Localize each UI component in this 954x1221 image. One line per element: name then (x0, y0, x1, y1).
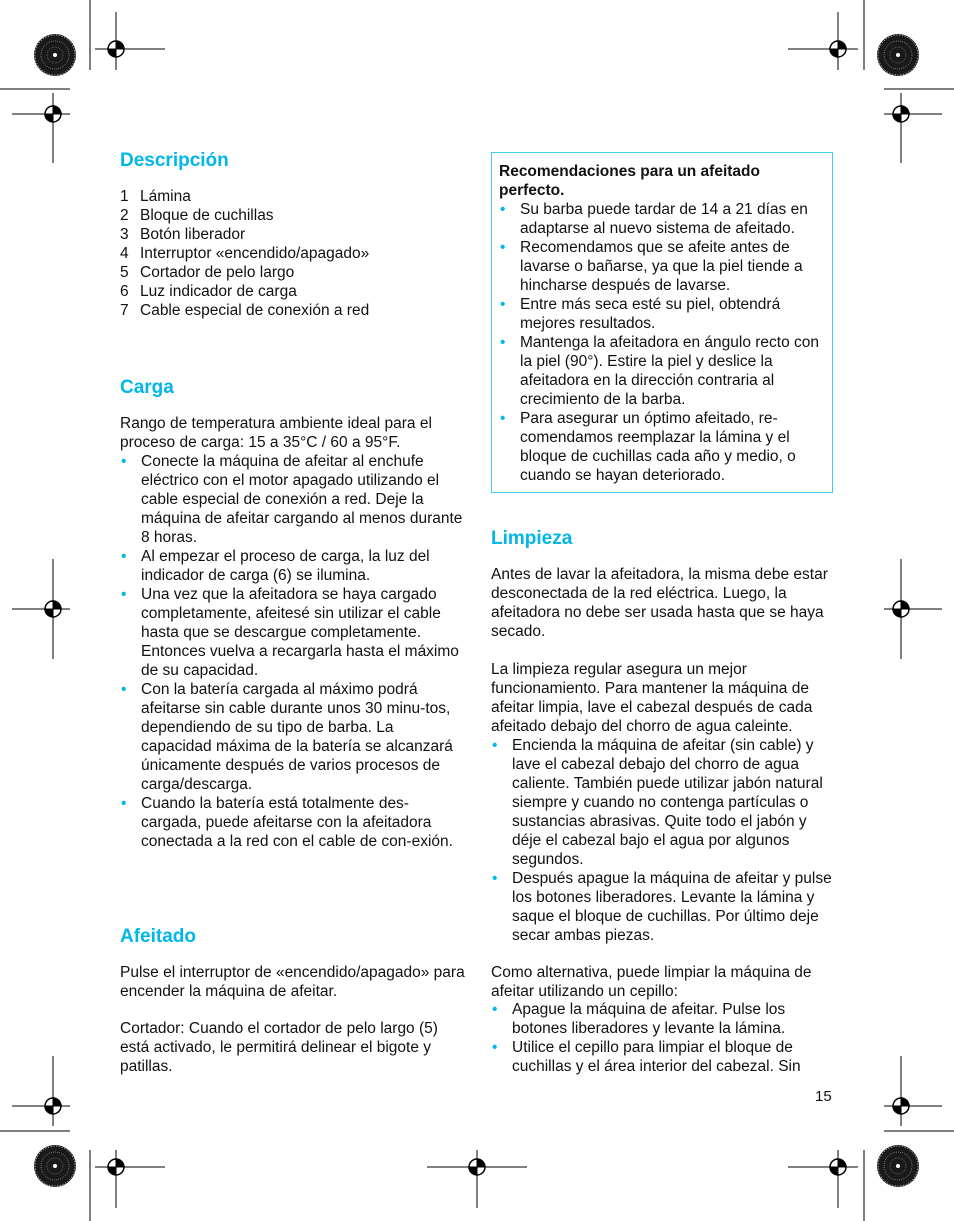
carga-heading: Carga (120, 377, 174, 398)
list-item: 3 Botón liberador (120, 226, 246, 243)
list-item: 2 Bloque de cuchillas (120, 207, 274, 224)
page-number: 15 (815, 1088, 832, 1105)
list-item: • Su barba puede tardar de 14 a 21 días en adaptarse al nuevo sistema de afeitado. (499, 200, 827, 238)
list-item: • Utilice el cepillo para limpiar el bloque de cuchillas y el área interior del cabezal. Sin (491, 1038, 836, 1076)
list-item: 6 Luz indicador de carga (120, 283, 297, 300)
list-item: • Una vez que la afeitadora se haya cargado completamente, afeitesé sin utilizar el cable hasta que se descargue completamente. Entonces vuelva a recargarla hasta el máximo de su capacidad. (120, 585, 465, 680)
recommendations-heading: Recomendaciones para un afeitado perfecto. (499, 163, 760, 199)
list-item: 1 Lámina (120, 188, 191, 205)
limpieza-para1: Antes de lavar la afeitadora, la misma debe estar desconectada de la red eléctrica. Luego, la afeitadora no debe ser usada hasta que se haya secado. (491, 566, 828, 640)
limpieza-heading: Limpieza (491, 528, 573, 549)
descripcion-heading: Descripción (120, 150, 229, 171)
list-item: • Apague la máquina de afeitar. Pulse los botones liberadores y levante la lámina. (491, 1000, 836, 1038)
list-item: • Al empezar el proceso de carga, la luz del indicador de carga (6) se ilumina. (120, 547, 465, 585)
list-item: • Recomendamos que se afeite antes de lavarse o bañarse, ya que la piel tiende a hincharse después de lavarse. (499, 238, 827, 295)
list-item: • Después apague la máquina de afeitar y pulse los botones liberadores. Levante la lámina y saque el bloque de cuchillas. Por último deje secar ambas piezas. (491, 869, 836, 945)
afeitado-para2: Cortador: Cuando el cortador de pelo largo (5) está activado, le permitirá delinear el bigote y patillas. (120, 1020, 438, 1075)
list-item: • Para asegurar un óptimo afeitado, re-comendamos reemplazar la lámina y el bloque de cuchillas cada año y medio, o cuando se hayan deteriorado. (499, 409, 827, 485)
afeitado-para1: Pulse el interruptor de «encendido/apagado» para encender la máquina de afeitar. (120, 964, 465, 1000)
limpieza-para2: La limpieza regular asegura un mejor funcionamiento. Para mantener la máquina de afeitar limpia, lave el cabezal después de cada afeitado debajo del chorro de agua caleinte. (491, 661, 813, 735)
list-item: 5 Cortador de pelo largo (120, 264, 295, 281)
list-item: • Entre más seca esté su piel, obtendrá mejores resultados. (499, 295, 827, 333)
list-item: • Mantenga la afeitadora en ángulo recto con la piel (90°). Estire la piel y deslice la afeitadora en la dirección contraria al crecimiento de la barba. (499, 333, 827, 409)
limpieza-para3: Como alternativa, puede limpiar la máquina de afeitar utilizando un cepillo: (491, 964, 812, 1000)
afeitado-heading: Afeitado (120, 926, 196, 947)
list-item: • Conecte la máquina de afeitar al enchufe eléctrico con el motor apagado utilizando el cable especial de conexión a red. Deje la máquina de afeitar cargando al menos durante 8 horas. (120, 452, 465, 547)
list-item: 7 Cable especial de conexión a red (120, 302, 370, 319)
list-item: 4 Interruptor «encendido/apagado» (120, 245, 370, 262)
list-item: • Con la batería cargada al máximo podrá afeitarse sin cable durante unos 30 minu-tos, dependiendo de su tipo de barba. La capacidad máxima de la batería se alcanzará únicamente después de varios procesos de carga/descarga. (120, 680, 465, 794)
carga-intro: Rango de temperatura ambiente ideal para el proceso de carga: 15 a 35°C / 60 a 95°F. (120, 415, 432, 451)
list-item: • Cuando la batería está totalmente des-cargada, puede afeitarse con la afeitadora conectada a la red con el cable de con-exión. (120, 794, 465, 851)
list-item: • Encienda la máquina de afeitar (sin cable) y lave el cabezal debajo del chorro de agua caliente. También puede utilizar jabón natural siempre y cuando no contenga partículas o sustancias abrasivas. Quite todo el jabón y déje el cabezal bajo el agua por algunos segundos. (491, 736, 836, 869)
